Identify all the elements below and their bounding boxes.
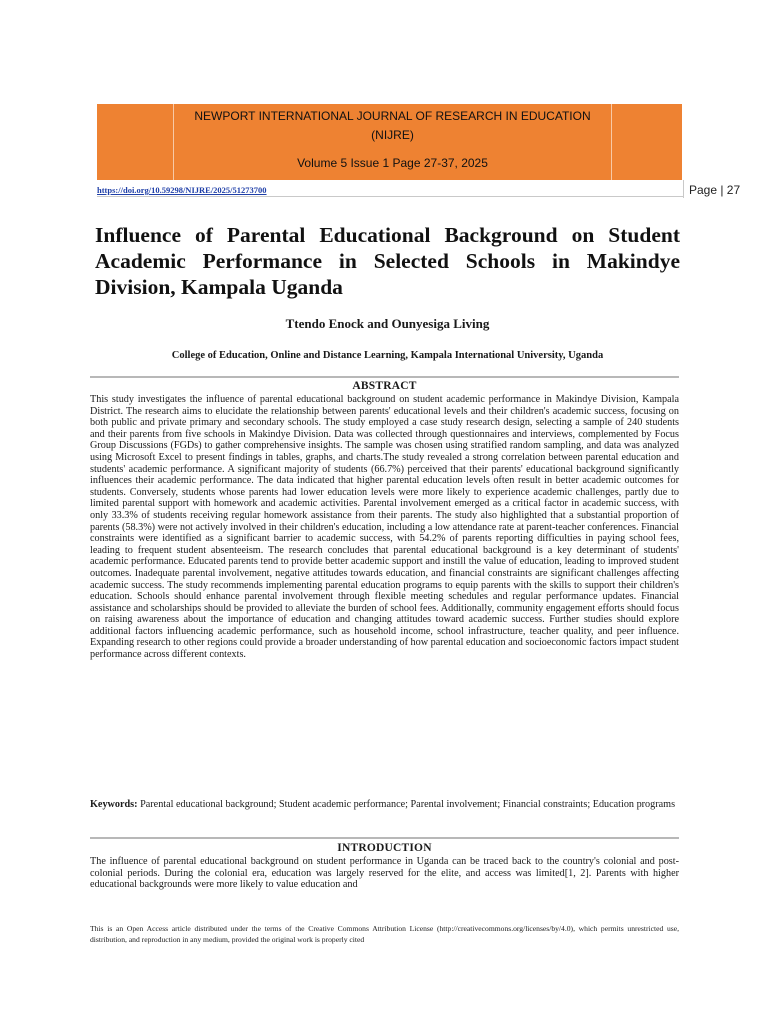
- keywords: [90, 799, 679, 811]
- doi-link[interactable]: https://doi.org/10.59298/NIJRE/2025/51273700: [97, 185, 267, 195]
- title-line: Division, Kampala Uganda: [95, 275, 343, 299]
- page-number: Page | 27: [689, 183, 741, 197]
- journal-banner: [97, 104, 682, 180]
- paper-title: [95, 222, 680, 300]
- title-line: Academic Performance in Selected Schools in Makindye: [95, 249, 680, 273]
- license-footnote: This is an Open Access article distributed under the terms of the Creative Commons Attribution License (http://creativecommons.org/licenses/by/4.0), which permits unrestricted use, distribution, and reproduction in any medium, provided the original work is properly cited: [90, 924, 679, 944]
- keywords-label: Keywords:: [90, 799, 138, 810]
- keywords-text: Parental educational background; Student academic performance; Parental involvement; Financial constraints; Education programs: [140, 799, 676, 810]
- journal-volume: Volume 5 Issue 1 Page 27-37, 2025: [297, 156, 488, 170]
- abstract-heading: ABSTRACT: [352, 380, 417, 392]
- banner-right-cell: [611, 104, 682, 180]
- abstract-top-rule: [90, 376, 679, 378]
- journal-name: NEWPORT INTERNATIONAL JOURNAL OF RESEARCH IN EDUCATION: [194, 109, 591, 123]
- introduction-heading: INTRODUCTION: [337, 842, 432, 854]
- header-divider: [97, 196, 683, 197]
- page-number-divider: [683, 180, 684, 198]
- title-line: Influence of Parental Educational Background on Student: [95, 223, 680, 247]
- abstract-text: This study investigates the influence of parental educational background on student academic performance in Makindye Division, Kampala District. The research aims to elucidate the relationship between parents' educational levels and their children's academic success, focusing on both public and private primary and secondary schools. The study employed a case study research design, selecting a sample of 240 students and their parents from five schools in Makindye Division. Data was collected through questionnaires and interviews, complemented by Focus Group Discussions (FGDs) to gather comprehensive insights. The sample was chosen using stratified random sampling, and data was analyzed using Microsoft Excel to present findings in tables, graphs, and charts.The study revealed a strong correlation between parental education and students' academic performance. A significant majority of students (66.7%) perceived that their parents' educational background significantly influences their academic performance. The data indicated that higher parental education levels often result in better academic outcomes for students. Conversely, students whose parents had lower education levels were more likely to experience academic challenges, partly due to limited parental support with homework and academic activities. Parental involvement emerged as a critical factor in academic success, with only 33.3% of students receiving regular homework assistance from their parents. The study also highlighted that a substantial proportion of parents (58.3%) were not actively involved in their children's education, including a low attendance rate at parent-teacher conferences. Financial constraints were identified as a significant barrier to academic success, with 54.2% of parents reporting difficulties in paying school fees, leading to frequent student absenteeism. The research concludes that parental educational background is a key determinant of students' academic performance. Educated parents tend to provide better academic support and instill the value of education, leading to improved student outcomes. Inadequate parental involvement, negative attitudes towards education, and financial constraints are significant challenges affecting academic success. The study recommends implementing parental education programs to equip parents with the skills to support their children's education. Schools should enhance parental involvement through flexible meeting schedules and regular performance updates. Financial assistance and scholarships should be provided to alleviate the burden of school fees. Additionally, community engagement efforts should focus on raising awareness about the importance of education and changing attitudes toward academic success. Further studies should explore additional factors influencing academic performance, such as household income, school infrastructure, teacher quality, and peer influence. Expanding research to other regions could provide a broader understanding of how parental education and socioeconomic factors impact student performance across different contexts.: [90, 394, 679, 661]
- journal-abbreviation: (NIJRE): [371, 128, 414, 142]
- authors: Ttendo Enock and Ounyesiga Living: [285, 316, 490, 331]
- journal-header: [174, 104, 611, 180]
- banner-left-cell: [97, 104, 174, 180]
- affiliation: College of Education, Online and Distance Learning, Kampala International University, Uganda: [171, 350, 604, 361]
- introduction-text: The influence of parental educational background on student performance in Uganda can be traced back to the country's colonial and post-colonial periods. During the colonial era, education was largely reserved for the elite, and access was limited[1, 2]. Parents with higher educational backgrounds were more likely to value education and: [90, 856, 679, 891]
- introduction-top-rule: [90, 837, 679, 839]
